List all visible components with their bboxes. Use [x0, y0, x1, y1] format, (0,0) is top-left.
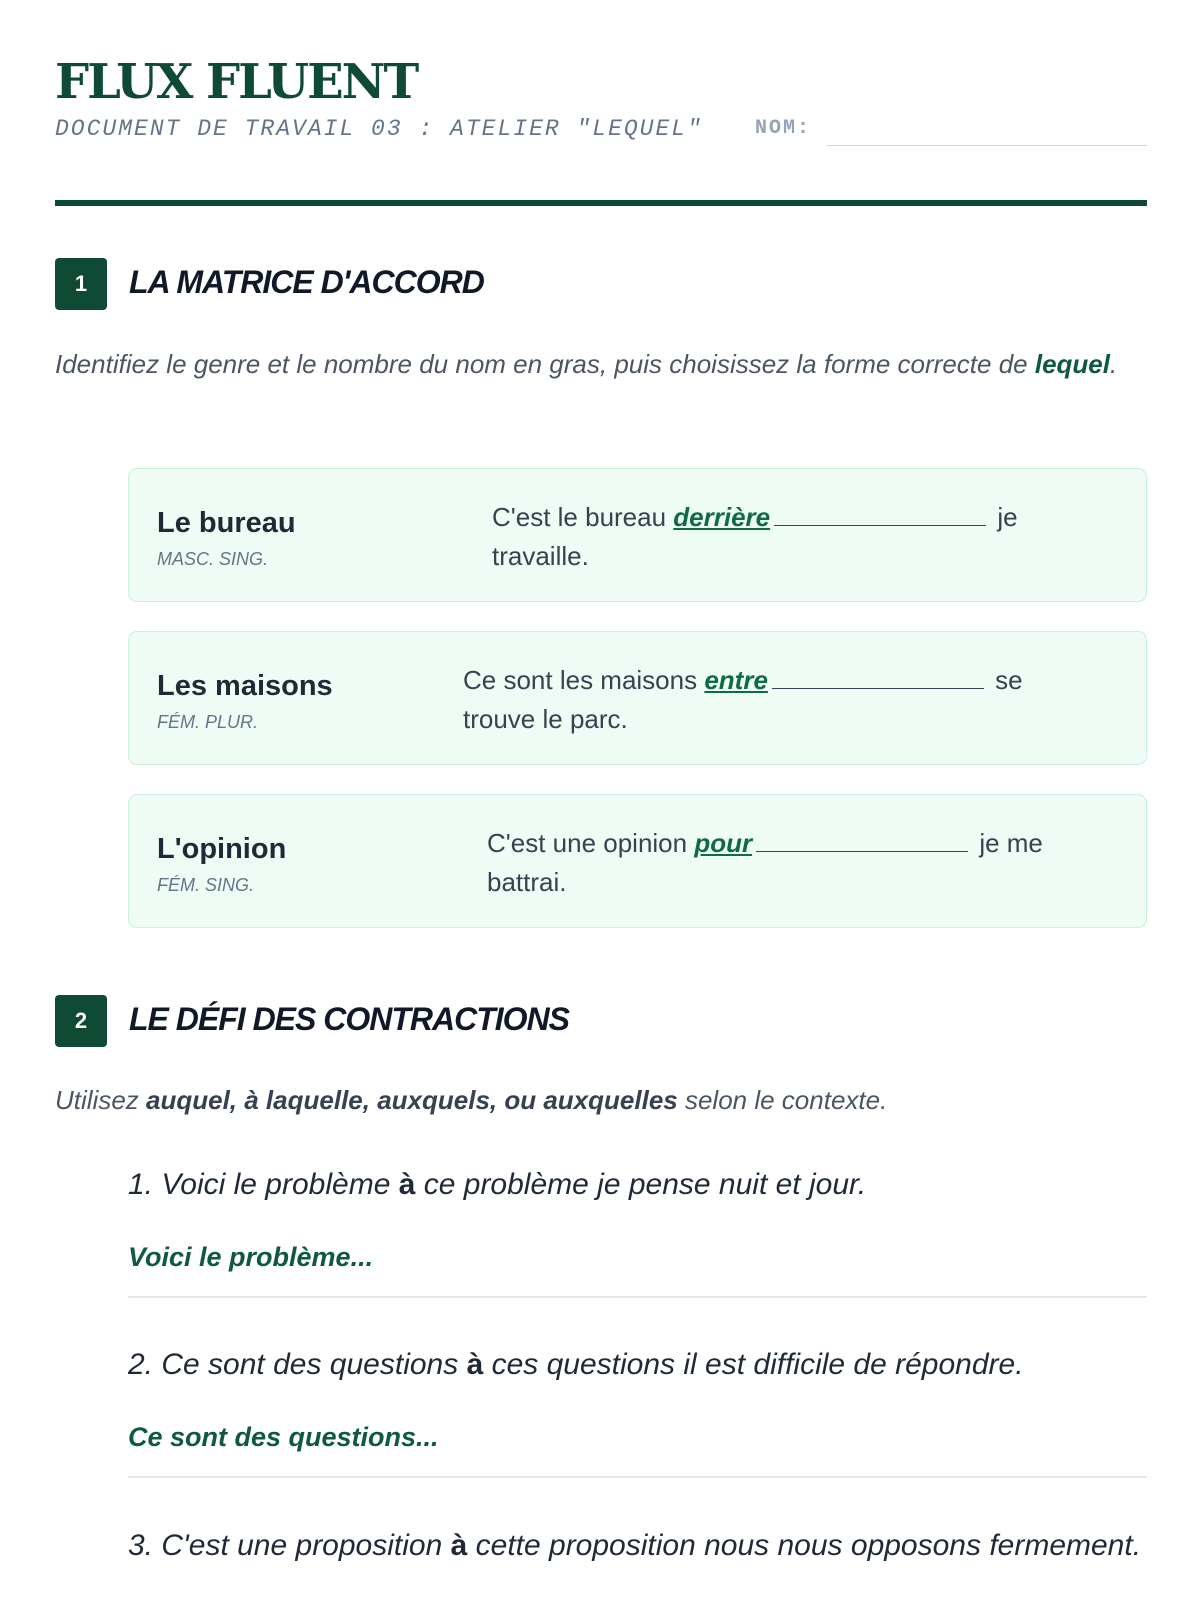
- card-gender-tag: MASC. SING.: [157, 549, 269, 569]
- contraction-question: [128, 1163, 1147, 1206]
- instruction-end: selon le contexte.: [677, 1085, 888, 1115]
- question-number: 1.: [128, 1168, 154, 1201]
- question-end: ce problème je pense nuit et jour.: [415, 1168, 867, 1201]
- document-label: DOCUMENT DE TRAVAIL 03 : ATELIER "LEQUEL": [55, 116, 703, 142]
- section-2-header: [55, 995, 1147, 1047]
- instruction-text: Identifiez le genre et le nombre du nom en gras, puis choisissez la forme correcte de: [55, 349, 1028, 379]
- header-divider: [55, 200, 1147, 206]
- card-noun: L'opinion: [157, 833, 287, 865]
- preposition: entre: [704, 665, 768, 695]
- card-sentence: [463, 660, 1023, 739]
- question-end: cette proposition nous nous opposons fermement.: [467, 1529, 1142, 1562]
- answer-blank[interactable]: [756, 823, 968, 852]
- name-input-line[interactable]: [827, 145, 1147, 146]
- card-gender-tag: FÉM. SING.: [157, 875, 255, 895]
- instruction-period: .: [1110, 349, 1118, 379]
- section-number-badge: 1: [55, 258, 107, 310]
- subtitle-row: [55, 116, 1147, 148]
- answer-starter: Ce sont des questions...: [128, 1422, 439, 1452]
- question-start: Voici le problème: [161, 1168, 399, 1201]
- agreement-card: [128, 468, 1147, 602]
- section-2-instruction: [55, 1079, 1147, 1122]
- agreement-card: [128, 794, 1147, 928]
- question-start: Ce sont des questions: [161, 1348, 467, 1381]
- answer-line[interactable]: [128, 1296, 1147, 1298]
- section-1-header: [55, 258, 1147, 310]
- contraction-question: [128, 1343, 1147, 1386]
- preposition: derrière: [673, 502, 771, 532]
- question-preposition: à: [466, 1348, 484, 1381]
- instruction-text: Utilisez: [55, 1085, 147, 1115]
- question-start: C'est une proposition: [161, 1529, 451, 1562]
- question-preposition: à: [398, 1168, 416, 1201]
- card-noun: Le bureau: [157, 507, 296, 539]
- section-title: LE DÉFI DES CONTRACTIONS: [129, 1001, 570, 1037]
- question-number: 2.: [128, 1348, 154, 1381]
- sentence-end: se trouve le parc.: [463, 665, 1023, 734]
- card-gender-tag: FÉM. PLUR.: [157, 712, 259, 732]
- answer-starter: Voici le problème...: [128, 1242, 374, 1272]
- question-preposition: à: [450, 1529, 468, 1562]
- question-end: ces questions il est difficile de répondre.: [483, 1348, 1024, 1381]
- section-1-instruction: [55, 343, 1147, 386]
- instruction-highlight: lequel: [1034, 349, 1110, 379]
- sentence-start: C'est une opinion: [487, 828, 695, 858]
- answer-blank[interactable]: [774, 497, 986, 526]
- sentence-end: je me battrai.: [487, 828, 1043, 897]
- sentence-start: Ce sont les maisons: [463, 665, 705, 695]
- section-number-badge: 2: [55, 995, 107, 1047]
- sentence-start: C'est le bureau: [492, 502, 674, 532]
- card-noun: Les maisons: [157, 670, 333, 702]
- answer-blank[interactable]: [772, 660, 984, 689]
- card-sentence: [487, 823, 1047, 902]
- contraction-question: [128, 1524, 1147, 1567]
- name-label: NOM:: [755, 117, 812, 140]
- brand-title: FLUX FLUENT: [55, 54, 418, 110]
- question-number: 3.: [128, 1529, 154, 1562]
- answer-line[interactable]: [128, 1476, 1147, 1478]
- preposition: pour: [694, 828, 753, 858]
- agreement-card: [128, 631, 1147, 765]
- section-title: LA MATRICE D'ACCORD: [129, 264, 484, 300]
- sentence-end: je travaille.: [492, 502, 1018, 571]
- card-sentence: [492, 497, 1052, 576]
- instruction-bold: auquel, à laquelle, auxquels, ou auxquelles: [146, 1085, 678, 1115]
